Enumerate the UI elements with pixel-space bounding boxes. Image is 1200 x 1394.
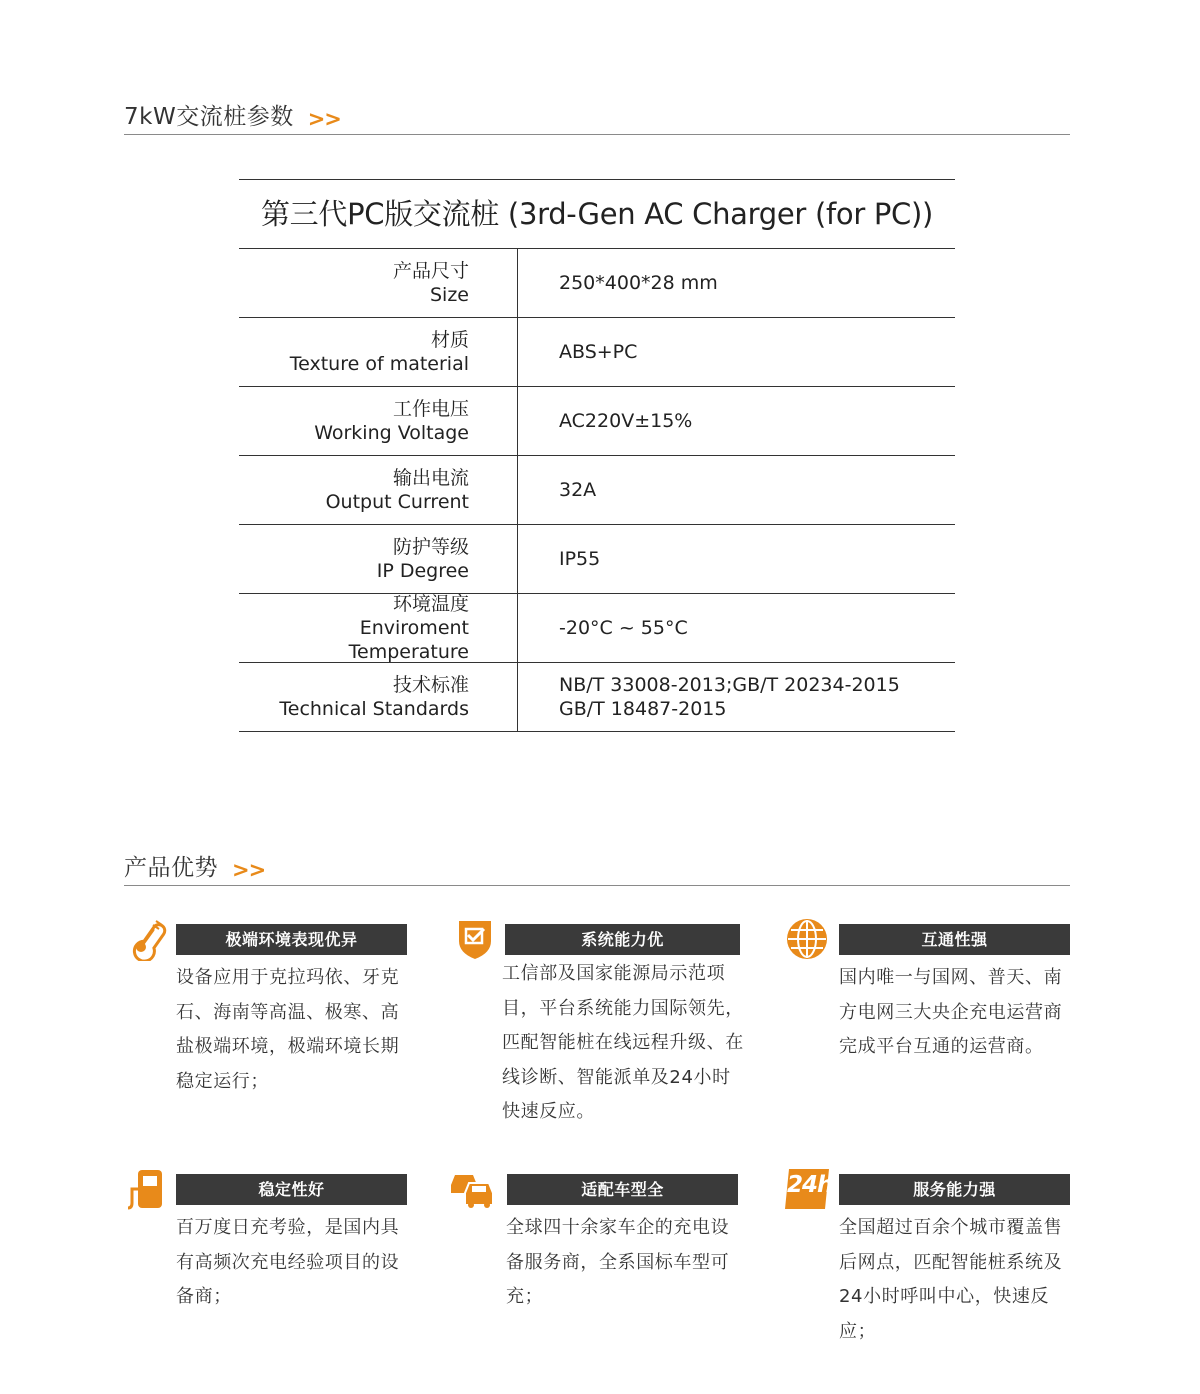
advantage-title: 稳定性好	[176, 1174, 407, 1205]
spec-label-en: Enviroment Temperature	[348, 617, 469, 663]
advantage-text: 国内唯一与国网、普天、南方电网三大央企充电运营商完成平台互通的运营商。	[839, 967, 1063, 1057]
double-chevron-icon: >>	[232, 858, 266, 882]
spec-row-voltage	[239, 387, 955, 456]
spec-value-text: NB/T 33008-2013;GB/T 20234-2015	[559, 674, 900, 696]
advantage-text: 全国超过百余个城市覆盖售后网点，匹配智能桩系统及24小时呼叫中心，快速反应；	[839, 1217, 1063, 1342]
spec-value-text: 250*400*28 mm	[559, 272, 718, 294]
globe-icon	[785, 917, 829, 961]
spec-section-header	[124, 98, 1070, 135]
spec-value	[559, 594, 688, 662]
advantage-title: 互通性强	[839, 924, 1070, 955]
thermometer-icon	[126, 917, 170, 961]
advantage-title: 极端环境表现优异	[176, 924, 407, 955]
fuel-pump-icon	[126, 1167, 170, 1211]
advantage-text: 百万度日充考验，是国内具有高频次充电经验项目的设备商；	[176, 1217, 400, 1307]
spec-value	[559, 663, 900, 731]
spec-label-cn: 工作电压	[392, 398, 469, 420]
spec-value-text: -20°C ~ 55°C	[559, 617, 688, 639]
shield-check-icon	[455, 917, 499, 961]
advantage-title: 系统能力优	[505, 924, 740, 955]
spec-label-en: Working Voltage	[314, 422, 469, 444]
spec-label-en: Technical Standards	[279, 698, 469, 720]
spec-value	[559, 387, 692, 455]
spec-value	[559, 249, 718, 317]
spec-row-temperature	[239, 594, 955, 663]
spec-table-title: 第三代PC版交流桩 (3rd-Gen AC Charger (for PC))	[239, 180, 955, 249]
spec-label-cn: 环境温度	[392, 593, 469, 615]
spec-table	[239, 179, 955, 732]
spec-section-title: 7kW交流桩参数	[124, 104, 294, 130]
spec-row-standards	[239, 663, 955, 732]
advantage-title: 服务能力强	[839, 1174, 1070, 1205]
spec-label	[239, 594, 518, 662]
advantage-title: 适配车型全	[507, 1174, 738, 1205]
spec-row-material	[239, 318, 955, 387]
spec-label	[239, 318, 518, 386]
advantage-text: 设备应用于克拉玛依、牙克石、海南等高温、极寒、高盐极端环境，极端环境长期稳定运行；	[176, 967, 400, 1092]
spec-row-ip	[239, 525, 955, 594]
spec-label	[239, 249, 518, 317]
spec-value	[559, 525, 600, 593]
spec-row-size	[239, 249, 955, 318]
spec-value-text: AC220V±15%	[559, 410, 693, 432]
advantages-section-header	[124, 849, 1070, 886]
spec-label-cn: 防护等级	[392, 536, 469, 558]
spec-label-cn: 输出电流	[392, 467, 469, 489]
double-chevron-icon: >>	[307, 107, 341, 131]
spec-label-en: IP Degree	[376, 560, 469, 582]
spec-label-cn: 材质	[430, 329, 469, 351]
spec-label	[239, 525, 518, 593]
spec-value-text-2: GB/T 18487-2015	[559, 698, 727, 720]
spec-value-text: IP55	[559, 548, 601, 570]
spec-label-cn: 技术标准	[392, 674, 469, 696]
advantage-text: 全球四十余家车企的充电设备服务商，全系国标车型可充；	[506, 1217, 730, 1307]
24h-icon-label: 24h	[787, 1172, 833, 1198]
spec-label-en: Size	[429, 284, 469, 306]
spec-label	[239, 387, 518, 455]
spec-row-current	[239, 456, 955, 525]
spec-value	[559, 456, 596, 524]
cars-icon	[449, 1167, 501, 1211]
spec-label	[239, 663, 518, 731]
spec-value-text: 32A	[559, 479, 597, 501]
advantage-text: 工信部及国家能源局示范项目，平台系统能力国际领先，匹配智能桩在线远程升级、在线诊断、智能派单及24小时快速反应。	[502, 963, 744, 1122]
spec-label	[239, 456, 518, 524]
advantages-section-title: 产品优势	[124, 855, 218, 881]
spec-label-en: Output Current	[325, 491, 469, 513]
24h-icon	[783, 1167, 831, 1211]
spec-value-text: ABS+PC	[559, 341, 638, 363]
spec-label-cn: 产品尺寸	[392, 260, 469, 282]
spec-label-en: Texture of material	[289, 353, 469, 375]
spec-value	[559, 318, 637, 386]
